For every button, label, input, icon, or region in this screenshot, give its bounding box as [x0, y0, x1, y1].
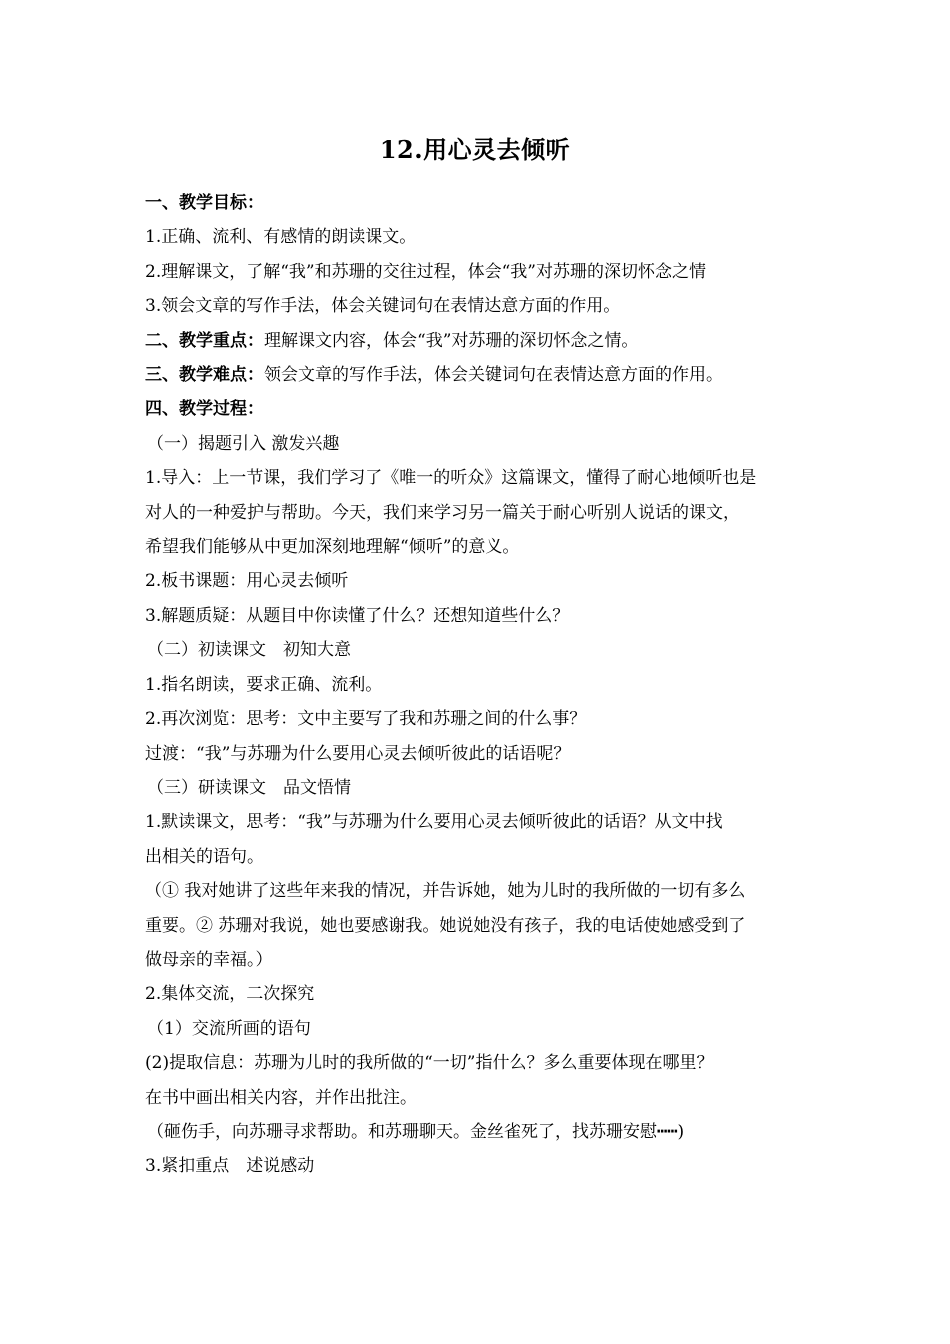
subsection-2-heading: （二）初读课文 初知大意: [147, 640, 351, 661]
paragraph-line: （砸伤手，向苏珊寻求帮助。和苏珊聊天。金丝雀死了，找苏珊安慰┅┅): [147, 1121, 685, 1142]
paragraph-line: 做母亲的幸福。）: [145, 949, 273, 970]
paragraph-line: 在书中画出相关内容，并作出批注。: [145, 1087, 417, 1108]
paragraph-line: 重要。② 苏珊对我说，她也要感谢我。她说她没有孩子，我的电话使她感受到了: [145, 915, 746, 936]
section-key-points: [145, 324, 815, 358]
paragraph-line: 2.再次浏览：思考：文中主要写了我和苏珊之间的什么事？: [145, 709, 587, 730]
line-heading: 一、教学目标：: [145, 193, 264, 213]
paragraph-line: 2.集体交流，二次探究: [145, 984, 315, 1005]
paragraph-line: 出相关的语句。: [145, 846, 264, 867]
line-heading: 二、教学重点：: [145, 330, 264, 351]
paragraph-line: 3.紧扣重点 述说感动: [145, 1156, 315, 1177]
paragraph-line: 1.导入：上一节课，我们学习了《唯一的听众》这篇课文，懂得了耐心地倾听也是: [145, 468, 757, 489]
line-text: 领会文章的写作手法，体会关键词句在表情达意方面的作用。: [264, 365, 723, 386]
subsection-3-heading: （三）研读课文 品文悟情: [147, 777, 351, 798]
paragraph-line: （1）交流所画的语句: [147, 1018, 311, 1039]
paragraph-line: (2)提取信息：苏珊为儿时的我所做的“一切”指什么？多么重要体现在哪里？: [145, 1053, 714, 1074]
paragraph-line: 1.指名朗读，要求正确、流利。: [145, 674, 383, 695]
goal-item-1: 1.正确、流利、有感情的朗读课文。: [145, 227, 417, 248]
paragraph-line: 2.板书课题：用心灵去倾听: [145, 571, 349, 592]
paragraph-line: 3.解题质疑：从题目中你读懂了什么？还想知道些什么？: [145, 605, 570, 626]
goal-item-3: 3.领会文章的写作手法，体会关键词句在表情达意方面的作用。: [145, 296, 621, 317]
line-heading: 三、教学难点：: [145, 365, 264, 386]
section-heading-goals: [145, 186, 815, 220]
goal-item-2: 2.理解课文，了解“我”和苏珊的交往过程，体会“我”对苏珊的深切怀念之情: [145, 261, 706, 282]
line-heading: 四、教学过程：: [145, 399, 264, 420]
document-title: 12.用心灵去倾听: [379, 135, 571, 164]
paragraph-line: 过渡：“我”与苏珊为什么要用心灵去倾听彼此的话语呢？: [145, 743, 571, 764]
line-text: 理解课文内容，体会“我”对苏珊的深切怀念之情。: [264, 330, 639, 351]
subsection-1-heading: （一）揭题引入 激发兴趣: [147, 433, 340, 454]
paragraph-line: 1.默读课文，思考：“我”与苏珊为什么要用心灵去倾听彼此的话语？从文中找: [145, 812, 723, 833]
paragraph-line: 对人的一种爱护与帮助。今天，我们来学习另一篇关于耐心听别人说话的课文，: [145, 502, 740, 523]
paragraph-line: （① 我对她讲了这些年来我的情况，并告诉她，她为儿时的我所做的一切有多么: [145, 881, 746, 902]
document-body: [145, 186, 815, 1184]
section-heading-process: [145, 392, 815, 426]
section-difficulties: [145, 358, 815, 392]
paragraph-line: 希望我们能够从中更加深刻地理解“倾听”的意义。: [145, 537, 520, 558]
